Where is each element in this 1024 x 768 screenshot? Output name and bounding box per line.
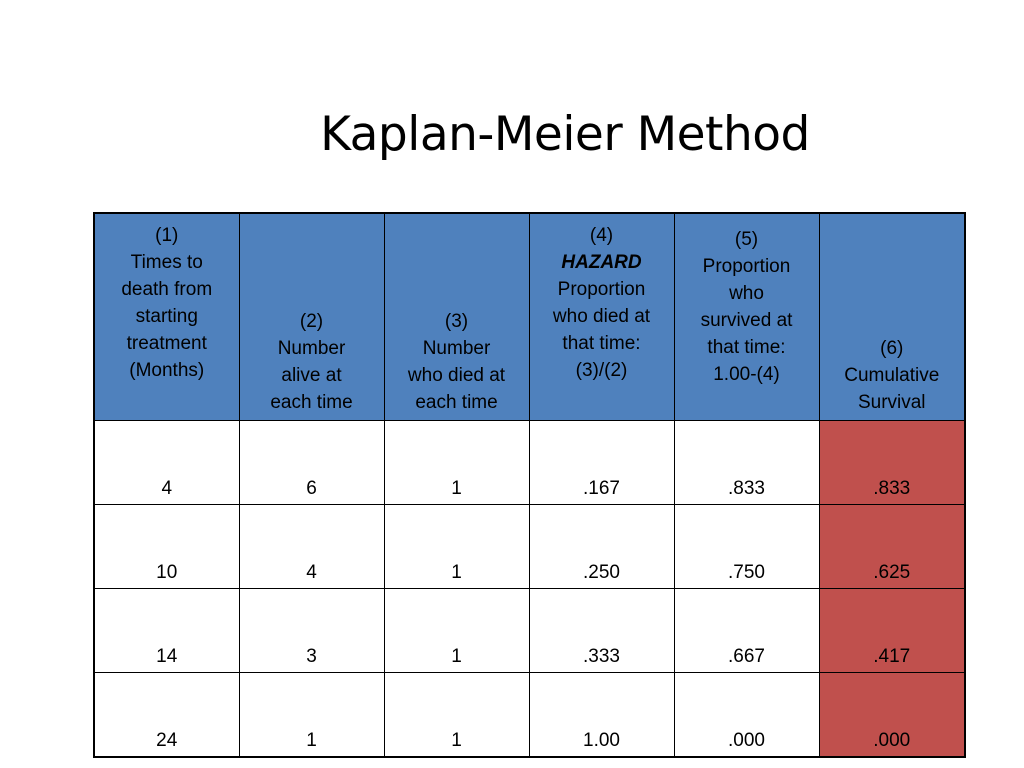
table-row	[94, 673, 965, 758]
cell-survived: .833	[674, 421, 819, 505]
table-row	[94, 589, 965, 673]
header-line: Proportion	[557, 279, 646, 300]
cell-died: 1	[384, 421, 529, 505]
header-hazard	[529, 213, 674, 421]
cell-died: 1	[384, 505, 529, 589]
header-line: 1.00-(4)	[713, 364, 780, 385]
cell-hazard: .250	[529, 505, 674, 589]
header-times-to-death	[94, 213, 239, 421]
cell-time: 10	[94, 505, 239, 589]
header-number-died	[384, 213, 529, 421]
cell-cumulative: .000	[819, 673, 965, 758]
cell-time: 24	[94, 673, 239, 758]
header-line: survived at	[700, 310, 793, 331]
header-line: who died at	[407, 365, 506, 386]
cell-died: 1	[384, 673, 529, 758]
header-line: each time	[415, 392, 498, 413]
header-cumulative-survival	[819, 213, 965, 421]
header-line: Cumulative	[844, 365, 940, 386]
header-line: Times to	[130, 252, 203, 273]
header-line: each time	[270, 392, 353, 413]
cell-alive: 1	[239, 673, 384, 758]
header-line: Proportion	[702, 256, 791, 277]
cell-survived: .000	[674, 673, 819, 758]
kaplan-meier-table	[93, 212, 966, 758]
cell-survived: .750	[674, 505, 819, 589]
slide-title: Kaplan-Meier Method	[320, 107, 810, 162]
header-line: starting	[135, 306, 198, 327]
cell-cumulative: .417	[819, 589, 965, 673]
header-line: who died at	[552, 306, 651, 327]
cell-survived: .667	[674, 589, 819, 673]
header-line: death from	[121, 279, 213, 300]
header-line: that time:	[707, 337, 786, 358]
header-row	[94, 213, 965, 421]
cell-alive: 6	[239, 421, 384, 505]
header-line: (3)/(2)	[575, 360, 628, 381]
header-number-alive	[239, 213, 384, 421]
header-line: treatment	[126, 333, 207, 354]
cell-alive: 3	[239, 589, 384, 673]
cell-time: 14	[94, 589, 239, 673]
header-hazard-label: HAZARD	[561, 252, 642, 273]
header-number: (3)	[444, 311, 469, 332]
header-line: Number	[422, 338, 491, 359]
header-line: Number	[277, 338, 346, 359]
header-line: Survival	[857, 392, 926, 413]
cell-cumulative: .625	[819, 505, 965, 589]
cell-cumulative: .833	[819, 421, 965, 505]
header-number: (4)	[589, 225, 614, 246]
header-number: (2)	[299, 311, 324, 332]
header-line: who	[729, 283, 764, 304]
header-line: alive at	[281, 365, 342, 386]
cell-died: 1	[384, 589, 529, 673]
header-number: (5)	[734, 229, 759, 250]
cell-hazard: .167	[529, 421, 674, 505]
table-row	[94, 505, 965, 589]
header-proportion-survived	[674, 213, 819, 421]
cell-hazard: .333	[529, 589, 674, 673]
header-number: (6)	[880, 338, 904, 359]
header-number: (1)	[155, 225, 179, 246]
cell-alive: 4	[239, 505, 384, 589]
cell-time: 4	[94, 421, 239, 505]
header-line: (Months)	[129, 360, 205, 381]
header-line: that time:	[562, 333, 641, 354]
cell-hazard: 1.00	[529, 673, 674, 758]
table-row	[94, 421, 965, 505]
